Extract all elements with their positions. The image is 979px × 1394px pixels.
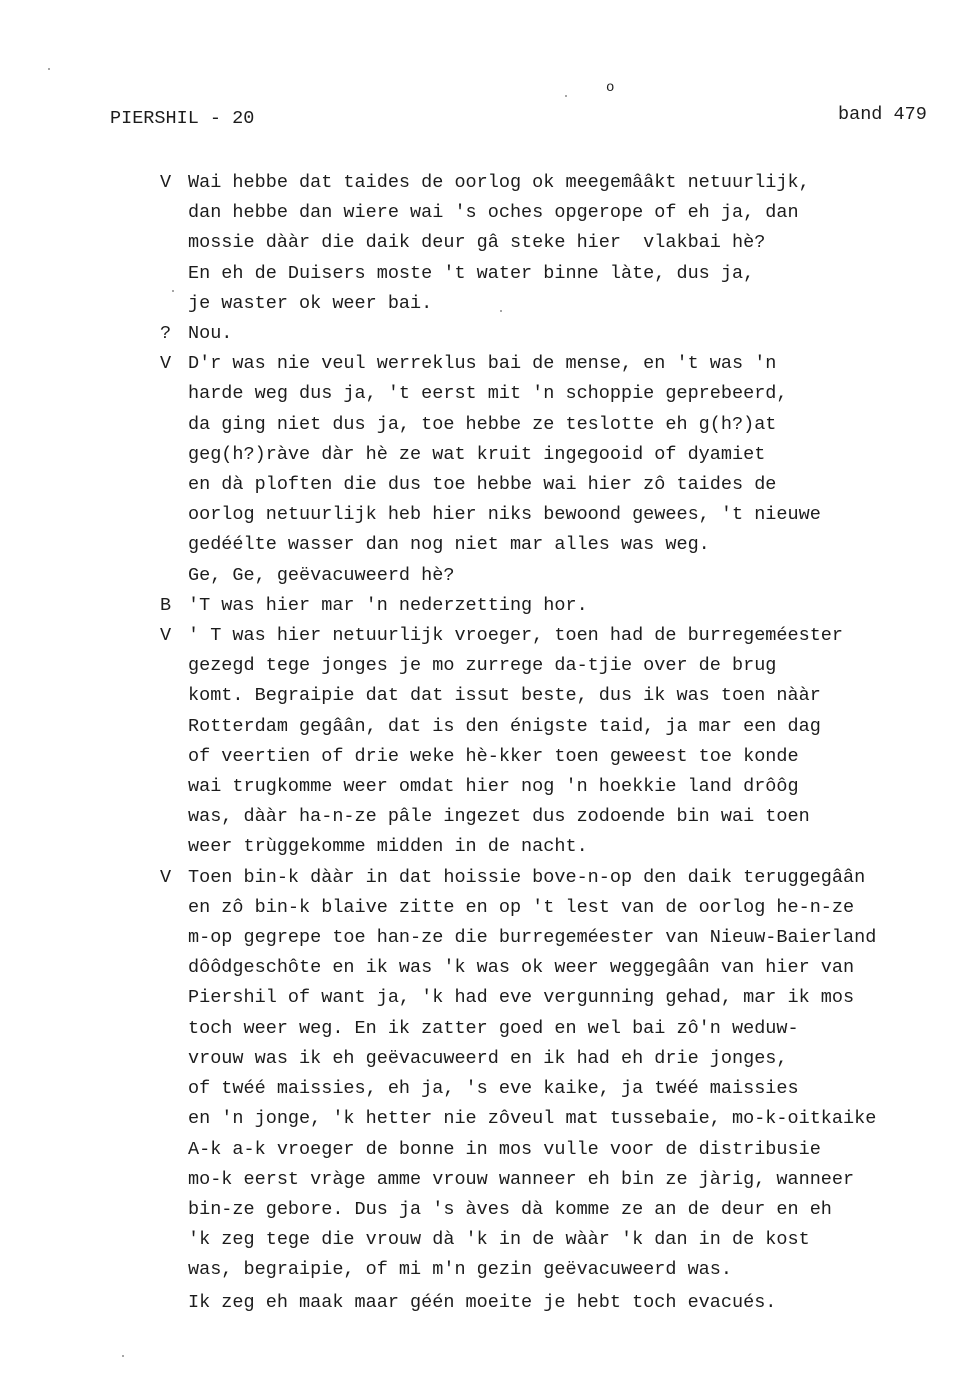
transcript-line: geg(h?)ràve dàr hè ze wat kruit ingegooid of dyamiet [188,443,766,465]
transcript-line: da ging niet dus ja, toe hebbe ze teslotte eh g(h?)at [188,413,777,435]
speaker-label: V [160,625,172,647]
speaker-label: V [160,172,172,193]
transcript-line: m-op gegrepe toe han-ze die burregeméester van Nieuw-Baierland [188,927,877,949]
transcript-line: komt. Begraipie dat dat issut beste, dus ik was toen nààr [188,685,821,707]
transcript-line: A-k a-k vroeger de bonne in mos vulle voor de distribusie [188,1138,821,1160]
page-header-title: PIERSHIL - 20 [110,108,255,129]
transcript-line: Rotterdam gegâân, dat is den énigste taid, ja mar een dag [188,715,821,737]
transcript-line: was, dààr ha-n-ze pâle ingezet dus zodoende bin wai toen [188,806,810,828]
transcript-line: gezegd tege jonges je mo zurrege da-tjie over de brug [188,655,777,677]
transcript-line: Nou. [188,323,233,345]
transcript-line: mossie dààr die daik deur gâ steke hier vlakbai hè? [188,232,766,254]
speaker-label: V [160,866,172,888]
transcript-line: dôôdgeschôte en ik was 'k was ok weer weggegâân van hier van [188,957,855,979]
transcript-line: Piershil of want ja, 'k had eve vergunning gehad, mar ik mos [188,987,855,1009]
transcript-turn [160,591,975,621]
transcript-line: Ge, Ge, geëvacuweerd hè? [188,564,455,586]
transcript-turn [160,349,975,591]
page-mark: o [606,80,615,96]
transcript-line: En eh de Duisers moste 't water binne làte, dus ja, [188,262,755,284]
paper-speck [122,1355,124,1357]
transcript-line: en zô bin-k blaive zitte en op 't lest van de oorlog he-n-ze [188,896,855,918]
closing-paragraph [160,1286,975,1320]
transcript-line: wai trugkomme weer omdat hier nog 'n hoekkie land drôôg [188,776,799,798]
transcript-line: oorlog netuurlijk heb hier niks bewoond gewees, 't nieuwe [188,504,821,526]
transcript-line: bin-ze gebore. Dus ja 's àves dà komme ze an de deur en eh [188,1198,832,1220]
transcript-line: Toen bin-k dààr in dat hoissie bove-n-op den daik teruggegâân [188,866,866,888]
speaker-label: V [160,353,172,375]
transcript-line: mo-k eerst vràge amme vrouw wanneer eh bin ze jàrig, wanneer [188,1168,855,1190]
paper-speck [565,95,567,97]
transcript-line: Wai hebbe dat taides de oorlog ok meegemââkt netuurlijk, [188,172,810,193]
transcript-line: gedéélte wasser dan nog niet mar alles was weg. [188,534,710,556]
transcript-line: en dà ploften die dus toe hebbe wai hier zô taides de [188,474,777,496]
paper-speck [500,310,502,312]
transcript-line: 'k zeg tege die vrouw dà 'k in de wààr 'k dan in de kost [188,1229,810,1251]
transcript-turn [160,621,975,863]
transcript-line: toch weer weg. En ik zatter goed en wel bai zô'n weduw- [188,1017,799,1039]
transcript-line: Ik zeg eh maak maar géén moeite je hebt toch evacués. [188,1291,777,1313]
transcript-line: of veertien of drie weke hè-kker toen geweest toe konde [188,745,799,767]
paper-speck [172,290,174,292]
paper-speck [48,68,50,70]
transcript-line: was, begraipie, of mi m'n gezin geëvacuweerd was. [188,1259,732,1281]
transcript-line: harde weg dus ja, 't eerst mit 'n schoppie geprebeerd, [188,383,788,405]
transcript-body [160,168,975,1320]
transcript-line: en 'n jonge, 'k hetter nie zôveul mat tussebaie, mo-k-oitkaike [188,1108,877,1130]
transcript-line: of twéé maissies, eh ja, 's eve kaike, ja twéé maissies [188,1078,799,1100]
transcript-line: vrouw was ik eh geëvacuweerd en ik had eh drie jonges, [188,1047,788,1069]
transcript-line: je waster ok weer bai. [188,292,433,314]
transcript-line: weer trùggekomme midden in de nacht. [188,836,588,858]
page-header-band: band 479 [838,104,927,125]
transcript-line: D'r was nie veul werreklus bai de mense, en 't was 'n [188,353,777,375]
speaker-label: ? [160,323,172,345]
transcript-turn [160,319,975,349]
transcript-line: ' T was hier netuurlijk vroeger, toen had de burregeméester [188,625,844,647]
transcript-turn [160,863,975,1286]
transcript-turn [160,168,975,319]
speaker-label: B [160,594,172,616]
transcript-line: dan hebbe dan wiere wai 's oches opgerope of eh ja, dan [188,202,799,224]
transcript-line: 'T was hier mar 'n nederzetting hor. [188,594,588,616]
